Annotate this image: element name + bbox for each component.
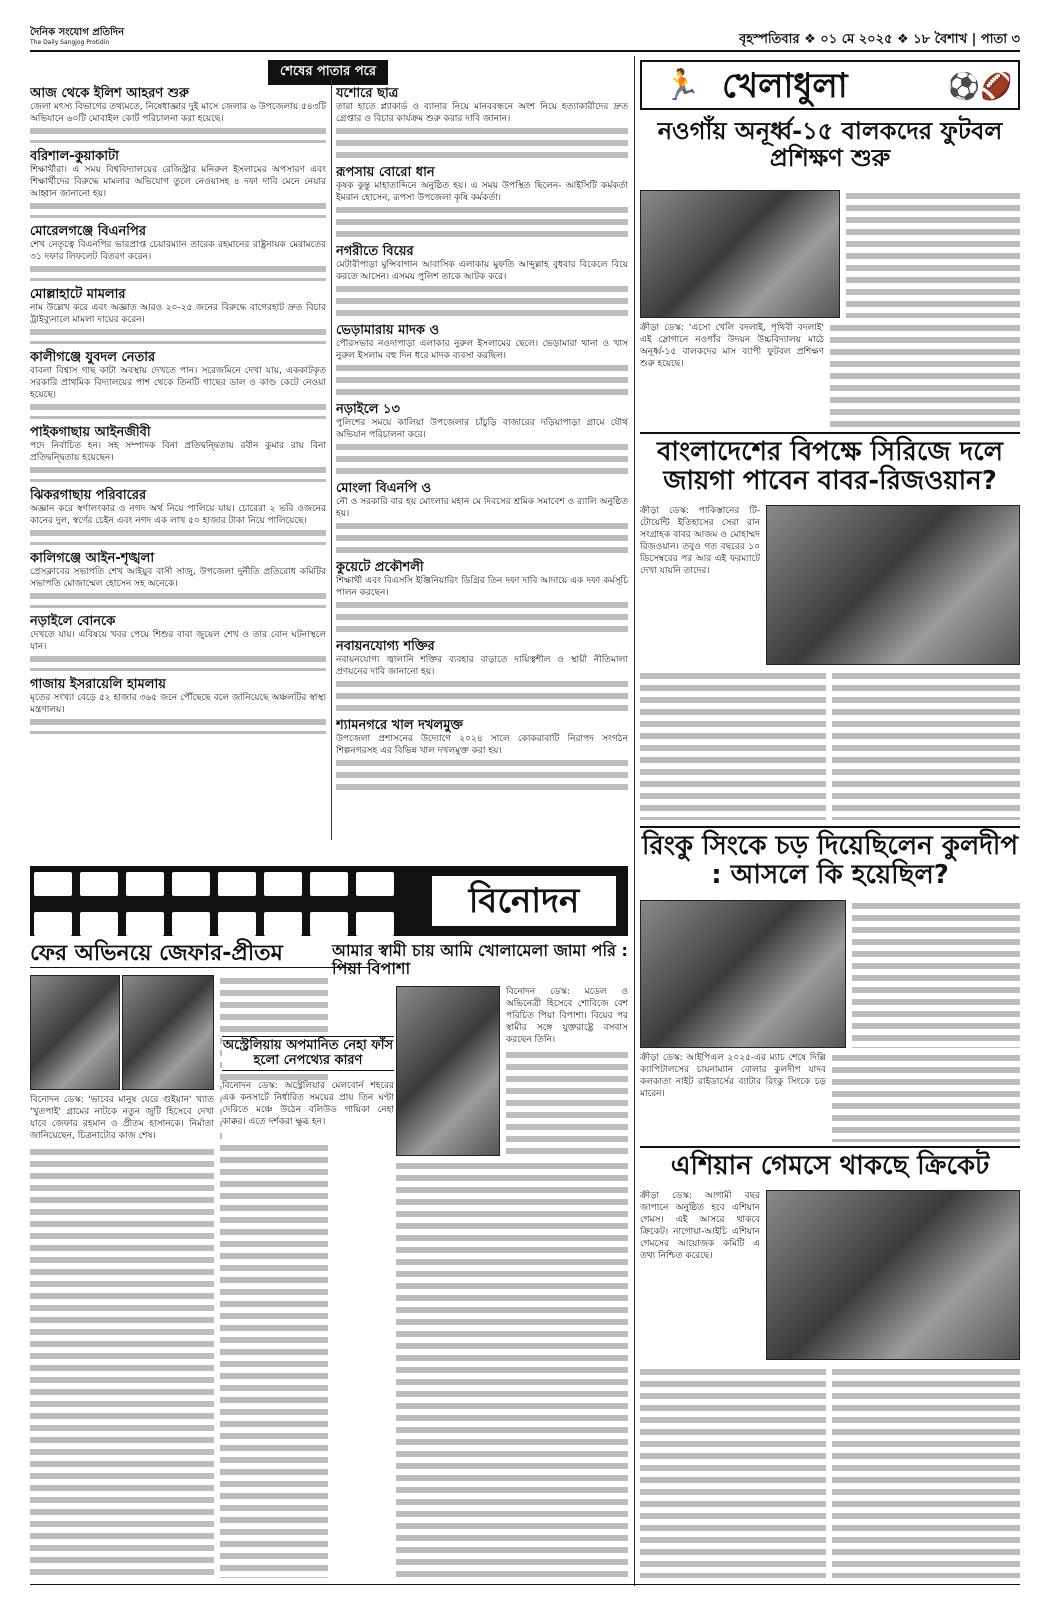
- actress-photo: [30, 975, 120, 1090]
- sports-headline-3: রিংকু সিংকে চড় দিয়েছিলেন কুলদীপ : আসলে কি হয়েছিল?: [641, 831, 1019, 891]
- ent-story-2-cont: [396, 1160, 628, 1578]
- story-text: বাবলা বিশ্বাস গাছ কাটা অবস্থায় দেখতে পান। সরেজমিনে দেখা যায়, এককাটকৃত সরকারি প্রাথমিক বিদ্যালয়ের পাশ থেকে তিনটি গাছের ডাল ও কাণ্ড কেটে নেওয়া হয়েছে।: [30, 366, 326, 400]
- story-text: নবায়নযোগ্য জ্বালানি শক্তির ব্যবহার বাড়াতে দায়িত্বশীল ও স্থায়ী নীতিমালা প্রণয়নের দাবি জানানো হয়।: [336, 655, 628, 677]
- story-heading: মোরেলগঞ্জে বিএনপির: [30, 224, 146, 239]
- ent-story-1-text: [30, 1094, 214, 1578]
- sports-headline-1: নওগাঁয় অনূর্ধ্ব-১৫ বালকদের ফুটবল প্রশিক্ষণ শুরু: [657, 117, 1003, 172]
- story-heading: ভেড়ামারায় মাদক ও: [336, 323, 440, 338]
- piya-bipasha-photo: [396, 986, 500, 1156]
- story-filler: [336, 441, 628, 475]
- masthead: [30, 26, 1020, 52]
- story-filler: [30, 716, 326, 734]
- issue-line: বৃহস্পতিবার ❖ ০১ মে ২০২৫ ❖ ১৮ বৈশাখ | পাতা ৩: [738, 32, 1020, 47]
- sports-headline-2: বাংলাদেশের বিপক্ষে সিরিজে দলে জায়গা পাবেন বাবর-রিজওয়ান?: [656, 437, 1004, 497]
- story-filler: [336, 678, 628, 712]
- sports-2-col-b: [832, 670, 1020, 820]
- story-heading: রূপসায় বোরো ধান: [336, 165, 435, 180]
- story-text: প্রেসক্লাবের সভাপতি শেখ আইয়ুব বাসী সাজু, উপজেলা দুর্নীতি প্রতিরোধ কমিটির সভাপতি মোজাম্মেল হোসেন সহ অনেকে।: [30, 567, 326, 589]
- story-filler: [30, 200, 326, 218]
- sports-2-col-a: [640, 670, 826, 820]
- bottom-rule: [30, 1584, 1020, 1585]
- story-text: পদে নির্বাচিত হন। সহ সম্পাদক বিনা প্রতিদ্বন্দ্বিতায় রবীন কুমার রায় বিনা প্রতিদ্বন্দ্বিতায় হয়েছেন।: [30, 441, 326, 463]
- story-filler: [336, 757, 628, 791]
- story-filler: [336, 520, 628, 554]
- story-heading: যশোরে ছাত্র: [336, 86, 399, 101]
- rule: [640, 1146, 1020, 1148]
- column-divider: [331, 80, 332, 840]
- ent-headline-3: অস্ট্রেলিয়ায় অপমানিত নেহা ফাঁস হলো নেপথ্যের কারণ: [222, 1036, 394, 1071]
- story-filler: [336, 362, 628, 396]
- story-text: জেলা মৎস্য বিভাগের তথ্যমতে, নিষেধাজ্ঞার দুই মাসে জেলার ৬ উপজেলায় ৫৪৩টি অভিযানে ৬০টি মোবাইল কোর্ট পরিচালনা করা হয়েছে।: [30, 102, 326, 124]
- sports-3-side: [852, 900, 1020, 1048]
- story-text: উপজেলা প্রশাসনের উদ্যোগে ২০২৪ সালে কোকরাবাটি নিরাপদ সংগঠন শিল্পনগরসহ এর বিভিন্ন খাল দখলমুক্ত করা হয়।: [336, 734, 628, 756]
- ent-story-2-body: [506, 986, 628, 1156]
- story-text: শিক্ষার্থীরা। এ সময় বিশ্ববিদ্যালয়ের রেজিস্ট্রার মনিরুল ইসলামের অপসারণ এবং শিক্ষার্থীদের বিরুদ্ধে মামলার অভিযোগ তুলে নেওয়াসহ ৪ দফা দাবি মেনে নেয়ার আহ্বান জানানো হয়।: [30, 165, 326, 199]
- left-column-2: [336, 80, 628, 840]
- ent-headline-1: ফের অভিনয়ে জেফার-প্রীতম: [30, 942, 370, 968]
- sports-1-side: [846, 190, 1020, 318]
- runner-icon: 🏃: [663, 68, 701, 103]
- story-text: নৌ ও সরকারি বার হয় মোংলার মহান মে দিবসের শ্রমিক সমাবেশ ও র‍্যালি অনুষ্ঠিত হয়।: [336, 497, 628, 519]
- story-heading: মোংলা বিএনপি ও: [336, 481, 432, 496]
- rule: [640, 826, 1020, 828]
- newspaper-name: দৈনিক সংযোগ প্রতিদিন: [30, 27, 125, 38]
- story-filler: [30, 464, 326, 482]
- sports-1-cont: [830, 322, 1020, 428]
- sports-4-lead: ক্রীড়া ডেস্ক: আগামী বছর জাপানে অনুষ্ঠিত হবে এশিয়ান গেমস। এই আসরে থাকবে ক্রিকেট। নাগোয়া-আইচি এশিয়ান গেমসের আয়োজক কমিটি এ তথ্য নিশ্চিত করেছে।: [640, 1191, 760, 1261]
- story-text: তারা হাতে প্ল্যাকার্ড ও ব্যানার নিয়ে মানববন্ধনে অংশ নিয়ে হত্যাকারীদের দ্রুত গ্রেপ্তার ও বিচার কার্যক্রম শুরু করার দাবি জানান।: [336, 102, 628, 124]
- story-heading: গাজায় ইসরায়েলি হামলায়: [30, 677, 166, 692]
- ent-story-1-body: [220, 975, 328, 1090]
- story-filler: [30, 527, 326, 545]
- story-text: মৃতের সংখ্যা বেড়ে ৫২ হাজার ৩৬৫ জনে পৌঁছেছে বলে জানিয়েছে অঞ্চলটির স্বাস্থ্য মন্ত্রণালয়।: [30, 693, 326, 715]
- story-filler: [30, 590, 326, 608]
- story-heading: পাইকগাছায় আইনজীবী: [30, 425, 151, 440]
- story-text: শিক্ষার্থী এবং বিএসসি ইঞ্জিনিয়ারিং ডিগ্রির তিন দফা দাবি আদায়ে এক দফা কর্মসূচি পালন করছেন।: [336, 576, 628, 598]
- story-text: কৃষক কুন্তু মাহাতাব্দিনে অনুষ্ঠিত হয়। এ সময় উপস্থিত ছিলেন- আইসিটি কর্মকর্তা ইমরান হোসেন, রূপসা উপজেলা কৃষি কর্মকর্তা।: [336, 181, 628, 203]
- sports-title: খেলাধুলা: [722, 66, 848, 106]
- sports-header: [640, 60, 1020, 110]
- ent-headline-2: আমার স্বামী চায় আমি খোলামেলা জামা পরি : পিয়া বিপাশা: [332, 941, 628, 978]
- story-heading: নবায়নযোগ্য শক্তির: [336, 639, 435, 654]
- section-kicker: শেষের পাতার পরে: [268, 60, 388, 85]
- kuldeep-rinku-photo: [640, 900, 846, 1048]
- ent-story-3-body: বিনোদন ডেস্ক: অস্ট্রেলিয়ার মেলবোর্ন শহরের এক কনসার্টে নির্ধারিত সময়ের প্রায় তিন ঘণ্টা দেরিতে মঞ্চে উঠেন বলিউড গায়িকা নেহা কাক্কর। এতে দর্শকরা ক্ষুব্ধ হন।: [222, 1080, 394, 1140]
- story-filler: [336, 204, 628, 238]
- sports-balls-icon: ⚽🏈: [947, 72, 1013, 102]
- sports-4-col-b: [832, 1366, 1020, 1578]
- story-filler: [30, 401, 326, 419]
- cricket-team-photo: [766, 1190, 1020, 1360]
- sports-1-lead: ক্রীড়া ডেস্ক: 'এসো খেলি বদলাই, পৃথিবী বদলাই' এই স্লোগানে নওগাঁর উদয়ন উচ্চবিদ্যালয় মাঠে অনূর্ধ্ব-১৫ বালকদের মাস ব্যাপী ফুটবল প্রশিক্ষণ শুরু হয়েছে।: [640, 323, 824, 369]
- story-heading: নড়াইলে বোনকে: [30, 614, 116, 629]
- story-filler: [30, 125, 326, 143]
- sports-4-col-a: [640, 1366, 826, 1578]
- sports-2-lead: ক্রীড়া ডেস্ক: পাকিস্তানের টি-টোয়েন্টি ইতিহাসের সেরা রান সংগ্রাহক বাবর আজম ও মোহাম্মদ রিজওয়ান। তবুও গত বছরের ১০ ডিসেম্বরের পর আর এই ফরম্যাটে দেখা যায়নি তাদের।: [640, 506, 760, 576]
- ent-story-1-lead: বিনোদন ডেস্ক: 'ভাবের মানুষ যেরে গুইয়ান' খ্যাত 'খুতপাই' গ্রামের নাটকে নতুন জুটি হিসেবে দেখা যাবে জেফার রহমান ও প্রীতম হাসানকে। নির্মাতা জানিয়েছেন, চিত্রনাট্যের কাজ শেষ।: [30, 1095, 214, 1141]
- sports-3-lead: ক্রীড়া ডেস্ক: আইপিএল ২০২৫-এর ম্যাচ শেষে দিল্লি ক্যাপিটালসের চায়নাম্যান বোলার কুলদীপ যাদব কলকাতা নাইট রাইডার্সের ব্যাটার রিংকু সিংকে চড় মারেন।: [640, 1053, 826, 1099]
- story-heading: নড়াইলে ১৩: [336, 402, 400, 417]
- story-heading: শ্যামনগরে খাল দখলমুক্ত: [336, 718, 464, 733]
- story-heading: নগরীতে বিয়ের: [336, 244, 414, 259]
- story-text: নাম উল্লেখ করে এবং অজ্ঞাত আরও ২০-২৫ জনের বিরুদ্ধে বাগেরহাট দ্রুত বিচার ট্রাইব্যুনালে মামলা দায়ের করেন।: [30, 303, 326, 325]
- story-text: মেটারীপাড়া মুন্সিবাগান আবাসিক এলাকায় মুফতি আব্দুল্লাহ বুধবার বিকেলে বিয়ে করতে আসেন। এসময় পুলিশ তাকে আটক করে।: [336, 260, 628, 282]
- section-divider: [634, 56, 635, 1586]
- babar-rizwan-photo: [766, 505, 1020, 665]
- football-training-photo: [640, 190, 840, 318]
- ent-story-1-cont: [220, 1094, 328, 1578]
- rule: [640, 432, 1020, 434]
- newspaper-subtitle: The Daily Sangjog Protidin: [30, 39, 110, 46]
- left-column-1: [30, 80, 326, 840]
- story-filler: [336, 125, 628, 159]
- story-filler: [336, 283, 628, 317]
- story-heading: আজ থেকে ইলিশ আহরণ শুরু: [30, 86, 189, 101]
- story-filler: [30, 263, 326, 281]
- sports-3-text: [640, 1052, 826, 1142]
- story-text: পৌরসভার নওদাপাড়া এলাকার নুরুল ইসলামের ছেলে। ভেড়ামারা থানা ও খাস নুরুল ইসলাম বহু দিন ধরে মাদক ব্যবসা করছিল।: [336, 339, 628, 361]
- story-filler: [30, 653, 326, 671]
- sports-1-text: [640, 322, 824, 428]
- story-heading: বরিশাল-কুয়াকাটা: [30, 149, 119, 164]
- story-text: দেখতে যায়। এবিষয়ে খবর পেয়ে শিশুর বাবা জুয়েল শেখ ও তার বোন ঘটনাস্থলে যান।: [30, 630, 326, 652]
- story-text: শেখ নেতৃত্বে বিএনপির ভারপ্রাপ্ত চেয়ারম্যান তারেক রহমানের রাষ্ট্রনায়ক মেরামতের ৩১ দফার লিফলেট বিতরণ করেন।: [30, 240, 326, 262]
- newspaper-logo: [30, 28, 124, 48]
- story-text: অজ্ঞান করে স্বর্ণালংকার ও নগদ অর্থ নিয়ে পালিয়ে যায়। চোরেরা ২ ভরি ওজনের কানের দুল, স্বর্ণের চেইন এবং নগদ এক লাখ ৫০ হাজার টাকা নিয়ে পালিয়েছে।: [30, 504, 326, 526]
- sports-3-cont: [832, 1052, 1020, 1142]
- story-heading: কালীগঞ্জে যুবদল নেতার: [30, 350, 156, 365]
- film-strip-banner: [30, 866, 628, 936]
- story-heading: মোল্লাহাটে মামলার: [30, 287, 126, 302]
- story-filler: [336, 599, 628, 633]
- story-heading: কালিগঞ্জে আইন-শৃঙ্খলা: [30, 551, 155, 566]
- story-text: পুলিশের সময়ে কালিয়া উপজেলার চাঁচুড়ি বাজারের দড়িয়াপাড়া গ্রামে যৌথ অভিযান পরিচালনা করে।: [336, 418, 628, 440]
- sports-headline-4: এশিয়ান গেমসে থাকছে ক্রিকেট: [670, 1151, 990, 1181]
- story-filler: [30, 326, 326, 344]
- actor-photo: [122, 975, 214, 1090]
- ent-story-2-lead: বিনোদন ডেস্ক: মডেল ও অভিনেত্রী হিসেবে শোবিজে বেশ পরিচিত পিয়া বিপাশা। বিয়ের পর স্বামীর সঙ্গে যুক্তরাষ্ট্রে বসবাস করছেন তিনি।: [506, 987, 628, 1045]
- story-heading: কুয়েটে প্রকৌশলী: [336, 560, 424, 575]
- entertainment-title: বিনোদন: [430, 874, 618, 928]
- story-heading: ঝিকরগাছায় পরিবারের: [30, 488, 147, 503]
